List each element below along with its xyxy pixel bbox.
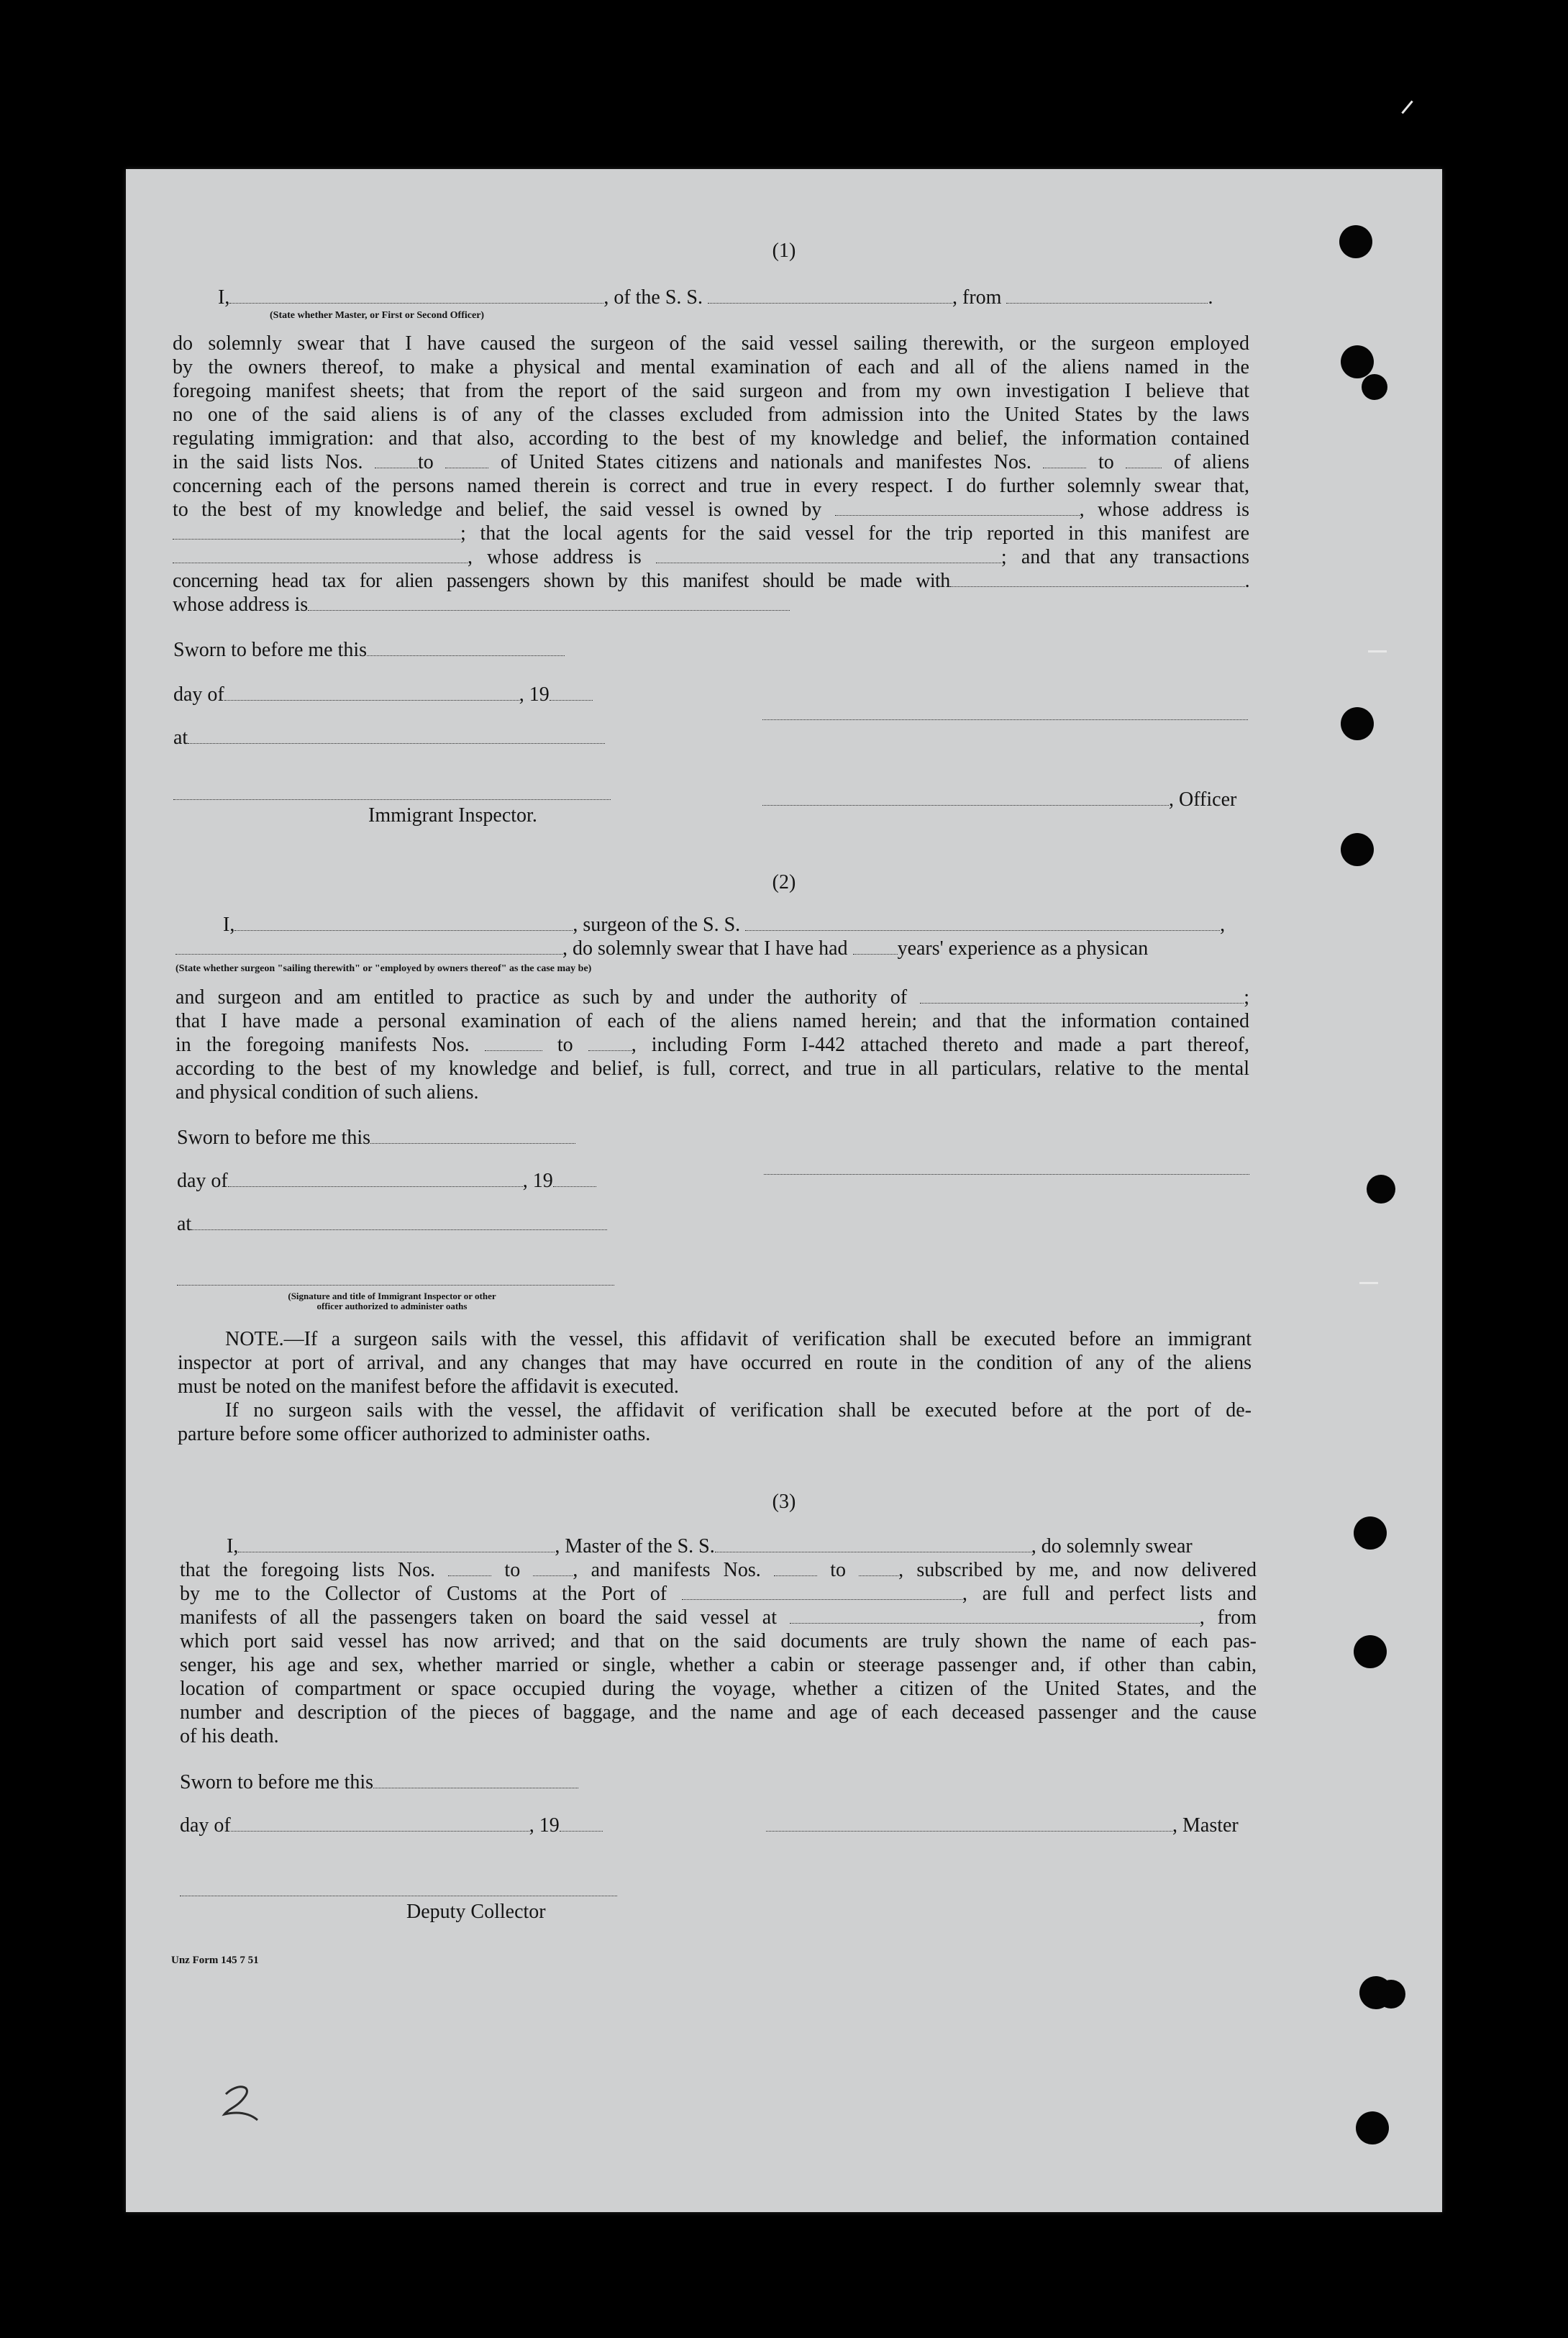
punch-hole (1341, 345, 1374, 378)
body-line: of his death. (180, 1725, 279, 1747)
label-i: I, (227, 1535, 239, 1557)
corner-mark (1401, 101, 1413, 114)
label: , do solemnly swear that I have had (562, 937, 848, 960)
body-line: and physical condition of such aliens. (176, 1081, 479, 1104)
period: . (1208, 286, 1213, 309)
section-2-body (176, 986, 1249, 1104)
body-line: regulating immigration: and that also, according to the best of my knowledge and belief, the information contained (173, 427, 1249, 450)
punch-hole (1367, 1175, 1395, 1204)
punch-hole (1377, 1980, 1405, 2009)
label: in the said lists Nos. (173, 451, 363, 473)
officer-signature-line[interactable] (762, 719, 1248, 720)
section-3-body (180, 1558, 1257, 1748)
note-line: NOTE.—If a surgeon sails with the vessel, this affidavit of verification shall be executed before an immigrant (225, 1328, 1252, 1350)
body-line: according to the best of my knowledge and belief, is full, correct, and true in all particulars, relative to the mental (176, 1057, 1249, 1080)
label: and surgeon and am entitled to practice as such by and under the authority of (176, 986, 908, 1009)
note-block (178, 1327, 1252, 1446)
manifest-to-field[interactable] (859, 1563, 898, 1576)
sworn-date-field[interactable] (367, 642, 565, 656)
lists-line (180, 1558, 1257, 1582)
address-line (173, 545, 1249, 569)
label: to (504, 1559, 521, 1581)
body-line: location of compartment or space occupied during the voyage, whether a citizen of the United States, and the (180, 1678, 1257, 1700)
label: , are full and perfect lists and (962, 1583, 1257, 1605)
label: , whose address is (468, 546, 642, 568)
label: at (173, 727, 188, 749)
note-line: If no surgeon sails with the vessel, the affidavit of verification shall be executed before at the port of de- (225, 1399, 1252, 1422)
authority-line (176, 986, 1249, 1009)
boarding-port-field[interactable] (790, 1610, 1200, 1624)
deputy-collector-title: Deputy Collector (406, 1901, 546, 1923)
place-field[interactable] (188, 730, 605, 744)
officer-rank-note: (State whether Master, or First or Second Officer) (270, 310, 485, 321)
headtax-address-field[interactable] (308, 597, 790, 611)
section-3-declaration-line (227, 1534, 1257, 1558)
surgeon-type-field[interactable] (176, 941, 562, 955)
label: , and manifests Nos. (573, 1559, 761, 1581)
manifest-from-field[interactable] (1043, 455, 1086, 468)
handwritten-mark (216, 2075, 273, 2133)
body-line: number and description of the pieces of baggage, and the name and age of each deceased passenger and the cause (180, 1701, 1257, 1724)
inspector-signature-line[interactable] (173, 799, 611, 800)
form-identifier: Unz Form 145 7 51 (171, 1955, 259, 1966)
owner-field[interactable] (835, 502, 1080, 516)
experience-line (176, 937, 1254, 960)
section-1-number: (1) (772, 240, 796, 262)
manifest-from-field[interactable] (485, 1037, 542, 1051)
label-i: I, (223, 914, 235, 936)
agent-field[interactable] (173, 550, 468, 563)
year-field[interactable] (550, 687, 593, 701)
master-signature-field[interactable] (766, 1818, 1172, 1832)
body-line: foregoing manifest sheets; that from the report of the said surgeon and from my own investigation I believe that (173, 380, 1249, 402)
margin-dash (1368, 650, 1387, 652)
label: day of (180, 1814, 231, 1837)
year-field[interactable] (560, 1818, 603, 1832)
label: concerning head tax for alien passengers shown by this manifest should be made with (173, 570, 950, 592)
label: , whose address is (1079, 499, 1249, 521)
day-of-line (177, 1169, 596, 1193)
day-of-line (173, 683, 593, 706)
label: , from (1199, 1606, 1257, 1629)
sworn-line (173, 638, 565, 662)
punch-hole (1354, 1635, 1387, 1668)
sworn-line (180, 1770, 578, 1794)
port-field[interactable] (682, 1586, 962, 1600)
surgeon-type-note: (State whether surgeon "sailing therewith" or "employed by owners thereof" as the case may be) (176, 963, 592, 974)
label-from: , from (952, 286, 1002, 309)
label: , subscribed by me, and now delivered (898, 1559, 1257, 1581)
section-1-declaration-line (218, 286, 1376, 309)
list-from-field[interactable] (375, 455, 418, 468)
list-to-field[interactable] (445, 455, 488, 468)
label: , 19 (522, 1170, 553, 1192)
label-of-ss: , of the S. S. (603, 286, 703, 309)
body-line: by the owners thereof, to make a physical and mental examination of each and all of the aliens named in the (173, 356, 1249, 378)
officer-signature-field[interactable] (762, 792, 1169, 806)
years-field[interactable] (853, 941, 898, 955)
label: to (557, 1034, 573, 1056)
section-3-number: (3) (772, 1491, 796, 1513)
surgeon-vessel-field[interactable] (745, 917, 1220, 931)
agents-line (173, 522, 1249, 545)
label: in the foregoing manifests Nos. (176, 1034, 470, 1056)
label: of aliens (1173, 451, 1250, 473)
officer-title-line (762, 788, 1302, 811)
master-name-field[interactable] (238, 1539, 555, 1552)
whose-address-line (173, 593, 1249, 617)
label: day of (177, 1170, 228, 1192)
note-line: parture before some officer authorized to administer oaths. (178, 1423, 651, 1445)
label: to the best of my knowledge and belief, the said vessel is owned by (173, 499, 822, 521)
label: , 19 (519, 683, 550, 706)
label: Sworn to before me this (177, 1127, 371, 1149)
departure-port-field[interactable] (1006, 290, 1208, 304)
form-page (126, 169, 1442, 2212)
section-1-body (173, 332, 1249, 617)
agent-address-field[interactable] (656, 550, 1001, 563)
label: , Master of the S. S. (555, 1535, 715, 1557)
label: Sworn to before me this (180, 1771, 374, 1793)
section-2-number: (2) (772, 871, 796, 893)
label: to (418, 451, 434, 473)
list-from-field[interactable] (448, 1563, 491, 1576)
label: to (1098, 451, 1114, 473)
port-line (180, 1582, 1257, 1606)
body-line: no one of the said aliens is of any of the classes excluded from admission into the United States by the laws (173, 404, 1249, 426)
body-line: senger, his age and sex, whether married or single, whether a cabin or steerage passenger and, if other than cabin, (180, 1654, 1257, 1676)
at-line (173, 726, 605, 750)
punch-hole (1356, 2111, 1389, 2144)
owned-line (173, 498, 1249, 522)
label: manifests of all the passengers taken on board the said vessel at (180, 1606, 777, 1629)
vessel-name-field[interactable] (708, 290, 952, 304)
signature-note-line: (Signature and title of Immigrant Inspector or other (288, 1291, 496, 1301)
body-line: concerning each of the persons named therein is correct and true in every respect. I do further solemnly swear that, (173, 475, 1249, 497)
label-i: I, (218, 286, 230, 309)
label: , do solemnly swear (1031, 1535, 1193, 1557)
place-field[interactable] (191, 1216, 607, 1230)
at-line (177, 1212, 607, 1236)
note-line: must be noted on the manifest before the affidavit is executed. (178, 1375, 679, 1398)
label: that the foregoing lists Nos. (180, 1559, 436, 1581)
label: . (1244, 570, 1249, 592)
label: to (830, 1559, 846, 1581)
day-of-line (180, 1814, 603, 1837)
manifest-to-field[interactable] (588, 1037, 632, 1051)
punch-hole (1339, 225, 1372, 258)
label: by me to the Collector of Customs at the Port of (180, 1583, 667, 1605)
label: , (1220, 914, 1226, 936)
label: ; (1244, 986, 1250, 1009)
headtax-party-field[interactable] (950, 573, 1245, 587)
margin-dash (1359, 1282, 1378, 1284)
label: ; and that any transactions (1000, 546, 1249, 568)
body-line: that I have made a personal examination of each of the aliens named herein; and that the information contained (176, 1010, 1249, 1032)
officer-name-field[interactable] (229, 290, 603, 304)
headtax-line (173, 569, 1249, 593)
master-vessel-field[interactable] (715, 1539, 1031, 1552)
inspector-title: Immigrant Inspector. (368, 804, 537, 827)
month-field[interactable] (231, 1818, 529, 1832)
label: , surgeon of the S. S. (573, 914, 741, 936)
master-signature-line (766, 1814, 1284, 1837)
label: ; that the local agents for the said vessel for the trip reported in this manifest are (460, 522, 1249, 545)
owner-address-field[interactable] (173, 526, 460, 540)
manifest-from-field[interactable] (774, 1563, 817, 1576)
year-field[interactable] (553, 1173, 596, 1187)
label: whose address is (173, 593, 309, 616)
month-field[interactable] (224, 687, 519, 701)
note-line: inspector at port of arrival, and any changes that may have occurred en route in the condition of any of the aliens (178, 1352, 1252, 1374)
section-2-declaration-line (223, 913, 1252, 937)
label: , 19 (529, 1814, 560, 1837)
label: at (177, 1213, 192, 1235)
label: of United States citizens and nationals and manifestes Nos. (500, 451, 1031, 473)
signature-note (241, 1291, 543, 1311)
official-signature-line[interactable] (177, 1285, 614, 1286)
punch-hole (1362, 374, 1387, 400)
body-line: which port said vessel has now arrived; and that on the said documents are truly shown the name of each pas- (180, 1630, 1257, 1652)
label: , Master (1172, 1814, 1239, 1837)
sworn-date-field[interactable] (373, 1775, 578, 1788)
sworn-date-field[interactable] (370, 1130, 575, 1144)
label: day of (173, 683, 224, 706)
authority-field[interactable] (920, 990, 1244, 1004)
punch-hole (1354, 1516, 1387, 1550)
label: Sworn to before me this (173, 639, 368, 661)
label: , Officer (1169, 788, 1237, 811)
label: , including Form I-442 attached thereto and made a part thereof, (631, 1034, 1250, 1056)
punch-hole (1341, 707, 1374, 740)
body-line: do solemnly swear that I have caused the surgeon of the said vessel sailing therewith, or the surgeon employed (173, 332, 1249, 355)
list-to-field[interactable] (533, 1563, 573, 1576)
surgeon-name-field[interactable] (234, 917, 573, 931)
punch-hole (1341, 833, 1374, 866)
surgeon-signature-line[interactable] (764, 1174, 1249, 1175)
signature-note-line: officer authorized to administer oaths (316, 1301, 468, 1311)
manifest-line (176, 1033, 1249, 1057)
sworn-line (177, 1126, 575, 1150)
label: years' experience as a physican (897, 937, 1149, 960)
boarding-line (180, 1606, 1257, 1629)
month-field[interactable] (228, 1173, 523, 1187)
lists-line (173, 450, 1249, 474)
manifest-to-field[interactable] (1126, 455, 1162, 468)
